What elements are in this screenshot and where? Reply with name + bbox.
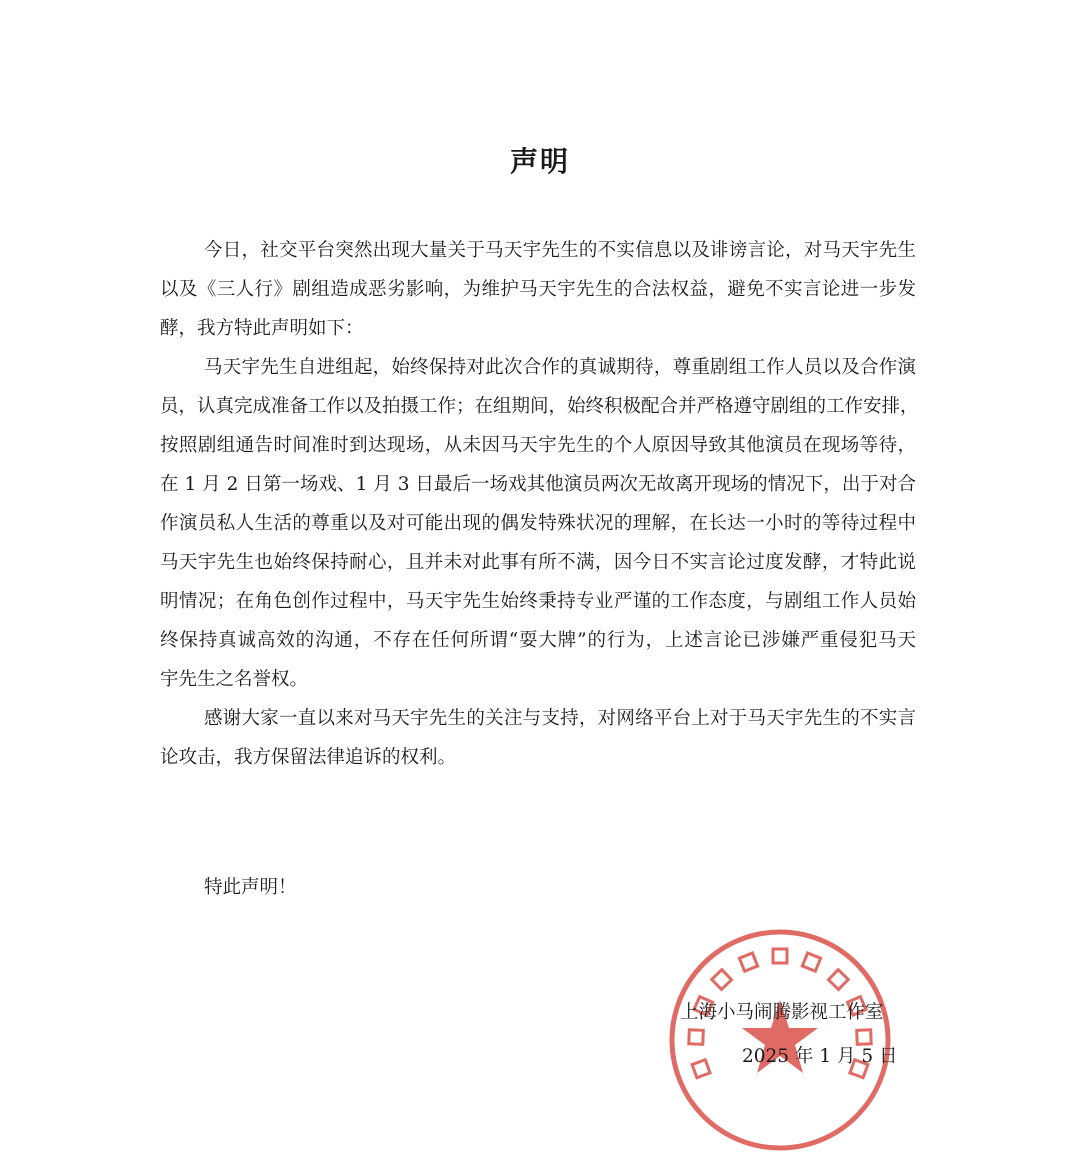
paragraph-line: 明情况；在角色创作过程中，马天宇先生始终秉持专业严谨的工作态度，与剧组工作人员始 [160, 591, 916, 612]
signature-company: 上海小马闹腾影视工作室 [680, 1002, 884, 1023]
paragraph-line: 按照剧组通告时间准时到达现场，从未因马天宇先生的个人原因导致其他演员在现场等待， [160, 435, 916, 456]
paragraph-line: 马天宇先生自进组起，始终保持对此次合作的真诚期待，尊重剧组工作人员以及合作演 [204, 357, 916, 378]
paragraph-line: 在 1 月 2 日第一场戏、1 月 3 日最后一场戏其他演员两次无故离开现场的情况下，出于对合 [160, 474, 916, 495]
seal-character-mark [712, 970, 732, 990]
seal-character-mark [828, 970, 848, 990]
paragraph-line: 马天宇先生也始终保持耐心，且并未对此事有所不满，因今日不实言论过度发酵，才特此说 [160, 552, 916, 573]
paragraph-line: 感谢大家一直以来对马天宇先生的关注与支持，对网络平台上对于马天宇先生的不实言 [204, 708, 916, 729]
seal-character-mark [773, 949, 787, 963]
document-body [160, 231, 919, 777]
paragraph-line: 作演员私人生活的尊重以及对可能出现的偶发特殊状况的理解，在长达一小时的等待过程中 [160, 513, 916, 534]
paragraph-line: 酵，我方特此声明如下： [160, 318, 364, 339]
seal-character-mark [692, 1060, 710, 1078]
paragraph-line: 宇先生之名誉权。 [160, 669, 309, 690]
document-title: 声明 [509, 145, 570, 178]
paragraph-line: 论攻击，我方保留法律追诉的权利。 [160, 747, 457, 768]
seal-character-mark [689, 1030, 703, 1044]
seal-character-mark [739, 953, 757, 971]
paragraph-line: 终保持真诚高效的沟通，不存在任何所谓“耍大牌”的行为，上述言论已涉嫌严重侵犯马天 [160, 630, 916, 651]
closing-statement: 特此声明！ [204, 877, 297, 898]
paragraph-line: 今日，社交平台突然出现大量关于马天宇先生的不实信息以及诽谤言论，对马天宇先生 [204, 240, 916, 261]
signature-date: 2025 年 1 月 5 日 [742, 1046, 898, 1067]
paragraph-line: 以及《三人行》剧组造成恶劣影响，为维护马天宇先生的合法权益，避免不实言论进一步发 [160, 279, 916, 300]
paragraph-line: 员，认真完成准备工作以及拍摄工作；在组期间，始终积极配合并严格遵守剧组的工作安排， [160, 396, 919, 417]
seal-character-mark [802, 953, 820, 971]
